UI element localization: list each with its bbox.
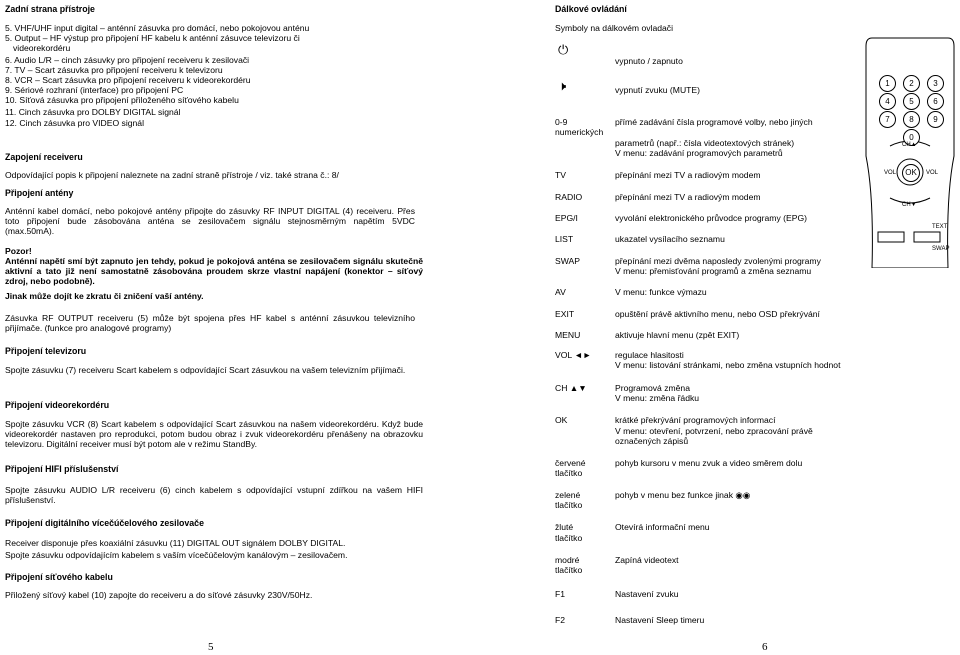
remote-key-2: 2 [903, 75, 920, 92]
paragraph: Zásuvka RF OUTPUT receiveru (5) může být spojena přes HF kabel s anténní zásuvkou televizního přijímače. (funkce pro analogové programy) [5, 313, 415, 333]
mute-icon: 🕨 [558, 78, 567, 93]
section-title: Připojení televizoru [5, 346, 87, 356]
remote-label-vol-left: VOL [884, 170, 897, 176]
key-description: V menu: přemisťování programů a změna seznamu [615, 266, 812, 276]
list-item: 5. VHF/UHF input digital – anténní zásuvka pro domácí, nebo pokojovou anténu [5, 23, 310, 33]
section-title: Připojení videorekordéru [5, 400, 110, 410]
key-name: modré [555, 555, 580, 565]
key-name: AV [555, 287, 566, 297]
key-description: Nastavení Sleep timeru [615, 615, 705, 625]
list-item: videorekordéru [13, 43, 71, 53]
list-item: 8. VCR – Scart zásuvka pro připojení receiveru k videorekordéru [5, 75, 251, 85]
remote-key-7: 7 [879, 111, 896, 128]
key-description: ukazatel vysílacího seznamu [615, 234, 725, 244]
key-description: pohyb kursoru v menu zvuk a video směrem dolu [615, 458, 803, 468]
key-description: V menu: změna řádku [615, 393, 700, 403]
key-description: V menu: funkce výmazu [615, 287, 707, 297]
paragraph: Spojte zásuvku AUDIO L/R receiveru (6) cinch kabelem s odpovídající vstupní zdířkou na vašem HIFI příslušenství. [5, 485, 423, 505]
remote-key-8: 8 [903, 111, 920, 128]
key-name: F1 [555, 589, 566, 599]
key-description: přepínání mezi TV a radiovým modem [615, 192, 761, 202]
remote-label-swap: SWAP [932, 246, 950, 252]
remote-key-9: 9 [927, 111, 944, 128]
list-item: 10. Síťová zásuvka pro připojení přiloženého síťového kabelu [5, 95, 239, 105]
key-name: MENU [555, 330, 581, 340]
key-name: OK [555, 415, 568, 425]
remote-key-1: 1 [879, 75, 896, 92]
paragraph: Anténní kabel domácí, nebo pokojové antény připojte do zásuvky RF INPUT DIGITAL (4) receiveru. Přes toto připojení bude zásobována anténa se zesilovačem signálu stejnosměrným napětím 5VDC (max.50mA). [5, 206, 415, 236]
warning-text: Jinak může dojít ke zkratu či zničení vaší antény. [5, 291, 204, 301]
key-description: vyvolání elektronického průvodce programy (EPG) [615, 213, 808, 223]
key-name: tlačítko [555, 533, 583, 543]
key-description: parametrů (např.: čísla videotextových stránek) [615, 138, 795, 148]
paragraph: Spojte zásuvku (7) receiveru Scart kabelem s odpovídající Scart zásuvkou na vašem televizním přijímači. [5, 365, 406, 375]
section-title: Zapojení receiveru [5, 152, 83, 162]
remote-label-ch-down: CH▼ [902, 202, 917, 208]
remote-label-ch-up: CH▲ [902, 142, 917, 148]
key-name: TV [555, 170, 566, 180]
key-description: V menu: otevření, potvrzení, nebo zpracování právě [615, 426, 813, 436]
key-description: pohyb v menu bez funkce jinak ◉◉ [615, 490, 751, 500]
key-description: krátké překrývání programových informací [615, 415, 776, 425]
key-name: LIST [555, 234, 574, 244]
remote-key-3: 3 [927, 75, 944, 92]
warning-label: Pozor! [5, 246, 32, 256]
remote-control-illustration [864, 36, 956, 268]
section-title: Zadní strana přístroje [5, 4, 95, 14]
key-name: F2 [555, 615, 566, 625]
warning-text: Anténní napětí smí být zapnuto jen tehdy, pokud je pokojová anténa se zesilovačem signálu skutečně aktivní a tato již není samostatně zásobována proudem skrze vlastní napájení (konektor – síťový zdroj, nebo podobně). [5, 256, 423, 286]
remote-key-6: 6 [927, 93, 944, 110]
remote-key-4: 4 [879, 93, 896, 110]
remote-key-0: 0 [903, 129, 920, 146]
key-description: Programová změna [615, 383, 690, 393]
section-title: Připojení antény [5, 188, 74, 198]
key-description: Otevírá informační menu [615, 522, 710, 532]
key-description: aktivuje hlavní menu (zpět EXIT) [615, 330, 740, 340]
key-description: V menu: zadávání programových parametrů [615, 148, 783, 158]
section-title: Připojení digitálního vícečúčelového zesilovače [5, 518, 204, 528]
list-item: 12. Cinch zásuvka pro VIDEO signál [5, 118, 144, 128]
key-name: numerických [555, 127, 604, 137]
list-item: 11. Cinch zásuvka pro DOLBY DIGITAL signál [5, 107, 181, 117]
key-name: RADIO [555, 192, 583, 202]
page-number: 6 [762, 641, 768, 653]
section-subtitle: Symboly na dálkovém ovladači [555, 23, 673, 33]
paragraph: Spojte zásuvku VCR (8) Scart kabelem s odpovídající Scart zásuvkou na našem videorekordéru. Když bude videorekordér nastaven pro reprodukci, potom budou obraz i zvuk videorekordéru přenášeny na obrazovku televizoru. Digitální receiver musí být potom ale v režimu StandBy. [5, 419, 423, 449]
key-description: V menu: listování stránkami, nebo změna vstupních hodnot [615, 360, 841, 370]
list-item: 5. Output – HF výstup pro připojení HF kabelu k anténní zásuvce televizoru či [5, 33, 300, 43]
section-title: Připojení síťového kabelu [5, 572, 113, 582]
key-name: tlačítko [555, 565, 583, 575]
list-item: 9. Sériové rozhraní (interface) pro připojení PC [5, 85, 184, 95]
paragraph: Spojte zásuvku odpovídajícím kabelem s vaším vícečúčelovým kanálovým – zesilovačem. [5, 550, 348, 560]
remote-key-5: 5 [903, 93, 920, 110]
key-description: Zapíná videotext [615, 555, 679, 565]
key-name: EXIT [555, 309, 575, 319]
remote-key-ok: OK [902, 164, 920, 182]
key-name: SWAP [555, 256, 580, 266]
power-icon: ⏻ [558, 42, 569, 57]
key-name: 0-9 [555, 117, 568, 127]
key-name: zelené [555, 490, 581, 500]
key-description: opuštění právě aktivního menu, nebo OSD překrývání [615, 309, 820, 319]
key-description: přepínání mezi dvěma naposledy zvolenými programy [615, 256, 821, 266]
key-description: označených zápisů [615, 436, 689, 446]
paragraph: Přiložený síťový kabel (10) zapojte do receiveru a do síťové zásuvky 230V/50Hz. [5, 590, 313, 600]
list-item: 7. TV – Scart zásuvka pro připojení receiveru k televizoru [5, 65, 223, 75]
section-title: Připojení HIFI příslušenství [5, 464, 119, 474]
key-name: CH ▲▼ [555, 383, 587, 393]
paragraph: Receiver disponuje přes koaxiální zásuvku (11) DIGITAL OUT signálem DOLBY DIGITAL. [5, 538, 346, 548]
key-name: VOL ◄► [555, 350, 592, 360]
key-description: vypnutí zvuku (MUTE) [615, 85, 701, 95]
key-name: EPG/I [555, 213, 578, 223]
section-title: Dálkové ovládání [555, 4, 627, 14]
list-item: 6. Audio L/R – cinch zásuvky pro připojení receiveru k zesilovači [5, 55, 250, 65]
remote-body [864, 36, 956, 268]
key-description: regulace hlasitosti [615, 350, 684, 360]
key-description: přímé zadávání čísla programové volby, nebo jiných [615, 117, 813, 127]
key-description: vypnuto / zapnuto [615, 56, 683, 66]
key-name: tlačítko [555, 500, 583, 510]
remote-label-text: TEXT [932, 224, 948, 230]
page-number: 5 [208, 641, 214, 653]
key-name: červené [555, 458, 586, 468]
key-description: Nastavení zvuku [615, 589, 679, 599]
key-name: tlačítko [555, 468, 583, 478]
key-description: přepínání mezi TV a radiovým modem [615, 170, 761, 180]
key-name: žluté [555, 522, 574, 532]
remote-label-vol-right: VOL [926, 170, 939, 176]
paragraph: Odpovídající popis k připojení naleznete na zadní straně přístroje / viz. také strana č.: 8/ [5, 170, 339, 180]
